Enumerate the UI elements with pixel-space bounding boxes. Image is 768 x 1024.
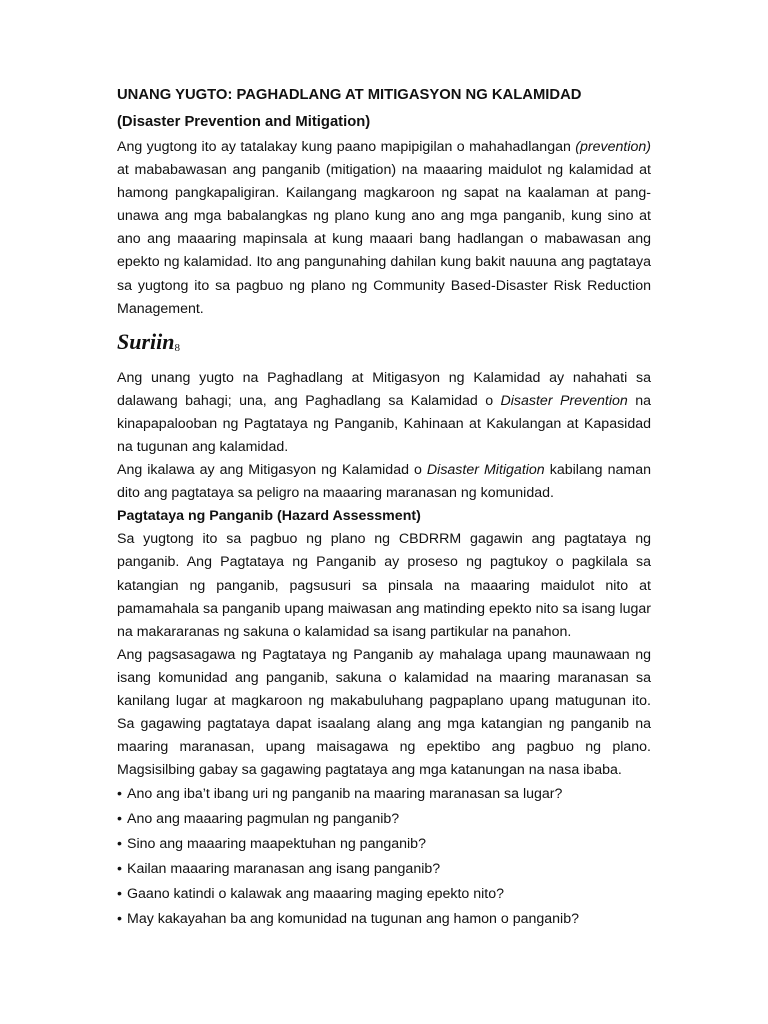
question-text: Ano ang maaaring pagmulan ng panganib? [127,811,400,828]
division-text-2: na kinapapalooban ng Pagtataya ng Panganib, Kahinaan at Kakulangan at Kapasidad na tugunan ang kalamidad. [117,392,651,456]
division-paragraph [117,367,651,459]
document-body [117,83,651,932]
question-text: Gaano katindi o kalawak ang maaaring maging epekto nito? [127,886,505,903]
section-subtitle: (Disaster Prevention and Mitigation) [117,114,371,130]
intro-text-1: Ang yugtong ito ay tatalakay kung paano mapipigilan o mahahadlangan [117,139,576,155]
mitigation-text-1: Ang ikalawa ay ang Mitigasyon ng Kalamidad o [117,462,427,479]
mitigation-paragraph [117,459,651,505]
question-text: Sino ang maaaring maapektuhan ng panganib? [127,836,426,853]
mitigation-text-2: kabilang naman dito ang pagtataya sa peligro na maaaring maranasan ng komunidad. [117,462,651,502]
division-text-1: Ang unang yugto na Paghadlang at Mitigasyon ng Kalamidad ay nahahati sa dalawang bahagi; una, ang Paghadlang sa Kalamidad o [117,369,651,409]
question-list [117,782,651,932]
list-item [117,882,651,907]
list-item [117,807,651,832]
bullet-icon: • [117,911,122,928]
question-text: May kakayahan ba ang komunidad na tugunan ang hamon o panganib? [127,911,579,928]
list-item [117,907,651,932]
question-text: Ano ang iba’t ibang uri ng panganib na maaring maranasan sa lugar? [127,786,563,803]
bullet-icon: • [117,786,122,803]
intro-text-2: at mababawasan ang panganib (mitigation) na maaaring maidulot ng kalamidad at hamong pangkapaligiran. Kailangang magkaroon ng sapat na kaalaman at pang-unawa ang mga babalangkas ng plano kung ano ang mga panganib, kung sino at ano ang maaaring mapinsala at kung maaari bang hadlangan o mabawasan ang epekto ng kalamidad. Ito ang pangunahing dahilan kung bakit nauuna ang pagtataya sa yugtong ito sa pagbuo ng plano ng Community Based-Disaster Risk Reduction Management. [117,162,651,317]
bullet-icon: • [117,886,122,903]
division-emphasis: Disaster Prevention [500,392,628,409]
intro-emphasis: (prevention) [575,139,651,155]
suriin-label: Suriin [117,328,175,354]
intro-paragraph [117,136,651,321]
bullet-icon: • [117,861,122,878]
list-item [117,832,651,857]
suriin-heading [117,327,651,361]
hazard-paragraph-2: Ang pagsasagawa ng Pagtataya ng Panganib ay mahalaga upang maunawaan ng isang komunidad ang panganib, sakuna o kalamidad na maaring maranasan sa kanilang lugar at magkaroon ng makabuluhang pagpaplano upang matugunan ito. Sa gagawing pagtataya dapat isaalang alang ang mga katangian ng panganib na maaring maranasan, upang maisagawa ng epektibo ang pagbuo ng plano. Magsisilbing gabay sa gagawing pagtataya ang mga katanungan na nasa ibaba. [117,646,651,779]
section-title: UNANG YUGTO: PAGHADLANG AT MITIGASYON NG KALAMIDAD [117,87,582,103]
list-item [117,857,651,882]
list-item [117,782,651,807]
bullet-icon: • [117,811,122,828]
bullet-icon: • [117,836,122,853]
suriin-mark: 8 [174,341,180,354]
hazard-assessment-heading: Pagtataya ng Panganib (Hazard Assessment) [117,508,421,525]
mitigation-emphasis: Disaster Mitigation [426,462,545,479]
hazard-paragraph-1: Sa yugtong ito sa pagbuo ng plano ng CBDRRM gagawin ang pagtataya ng panganib. Ang Pagtataya ng Panganib ay proseso ng pagtukoy o pagkilala sa katangian ng panganib, pagsusuri sa pinsala na maaaring maidulot nito at pamamahala sa panganib upang maiwasan ang matinding epekto nito sa isang lugar na makararanas ng sakuna o kalamidad sa isang partikular na panahon. [117,531,651,640]
question-text: Kailan maaaring maranasan ang isang panganib? [127,861,441,878]
